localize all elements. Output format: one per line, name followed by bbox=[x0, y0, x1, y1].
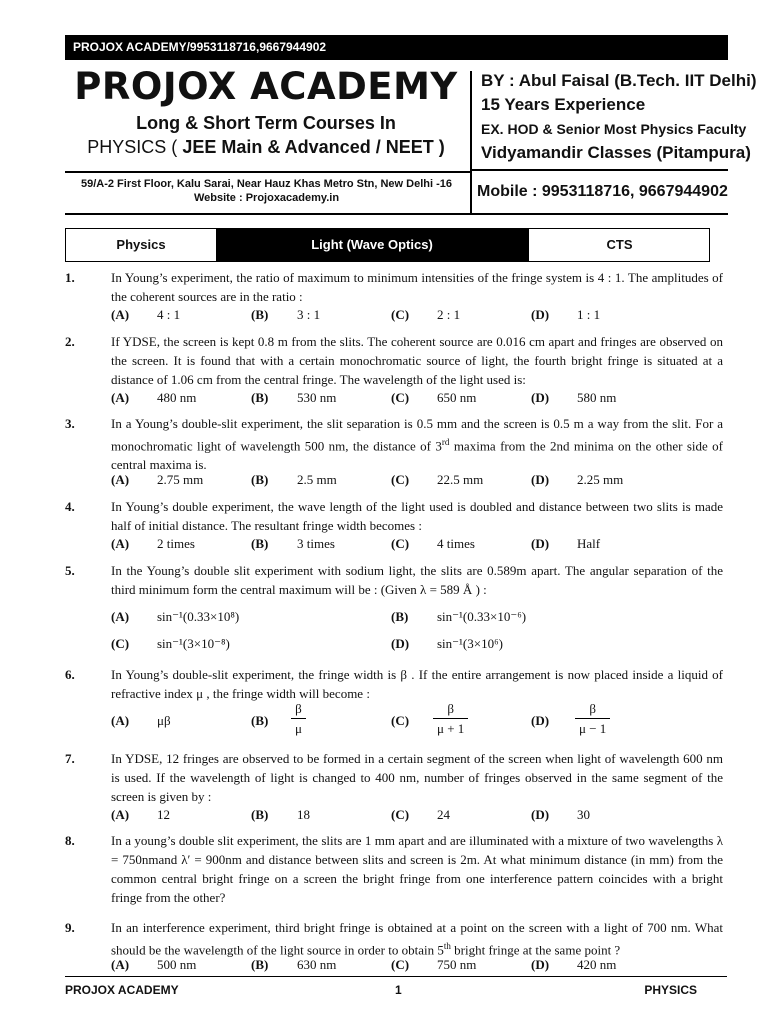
courses-subject: PHYSICS ( bbox=[87, 137, 183, 157]
option-label: (D) bbox=[531, 807, 550, 822]
website: Website : Projoxacademy.in bbox=[193, 192, 340, 204]
text-part: In an interference experiment, third bright fringe is obtained at a point on the screen with a light of 700 nm. What should be the wavelength of the light source in order to obtain 5 bbox=[111, 920, 723, 958]
option-label: (C) bbox=[391, 957, 410, 972]
option-value: 530 nm bbox=[297, 390, 337, 405]
option-label: (A) bbox=[111, 390, 130, 405]
option-value: 580 nm bbox=[577, 390, 617, 405]
option-value: 2 times bbox=[157, 536, 195, 551]
option-label: (A) bbox=[111, 472, 130, 487]
option-value: 4 times bbox=[437, 536, 475, 551]
page-footer bbox=[65, 976, 727, 997]
tab-subject: Physics bbox=[116, 237, 166, 252]
option-value: 500 nm bbox=[157, 957, 197, 972]
option-value: Half bbox=[577, 536, 601, 551]
question-text bbox=[111, 918, 723, 959]
faculty-info bbox=[481, 69, 757, 165]
option-value: 12 bbox=[157, 807, 170, 822]
option-label: (B) bbox=[251, 807, 269, 822]
question-number: 8. bbox=[65, 833, 75, 848]
option-label: (B) bbox=[251, 536, 269, 551]
header-left bbox=[65, 63, 467, 175]
question-text: In the Young’s double slit experiment with sodium light, the slits are 0.589m apart. The angular separation of the third minimum form the central maximum will be : (Given λ = 589 Å ) : bbox=[111, 563, 723, 597]
question-number: 7. bbox=[65, 751, 75, 766]
brand-title: PROJOX ACADEMY bbox=[74, 65, 458, 108]
question-number: 6. bbox=[65, 667, 75, 682]
options bbox=[111, 534, 723, 553]
question-text: In a young’s double slit experiment, the slits are 1 mm apart and are illuminated with a mixture of two wavelengths λ = 750nmand λ′ = 900nm and distance between slits and screen is 2m. At what minimum distance (in mm) from the common central bright fringe on a screen the bright fringe from one interference pattern coincides with a bright fringe from the other? bbox=[111, 833, 723, 905]
option-label: (D) bbox=[531, 713, 550, 728]
header-bottom-rule bbox=[65, 213, 728, 215]
question-number: 4. bbox=[65, 499, 75, 514]
option-label: (B) bbox=[251, 472, 269, 487]
question-number: 1. bbox=[65, 270, 75, 285]
address-block bbox=[65, 177, 468, 205]
options bbox=[111, 634, 723, 653]
question-number: 3. bbox=[65, 416, 75, 431]
header bbox=[65, 63, 757, 215]
mobile-numbers: Mobile : 9953118716, 9667944902 bbox=[477, 183, 728, 200]
text-part: In a Young’s double-slit experiment, the slit separation is 0.5 mm and the screen is 0.5 m a way from the slit. For a monochromatic light of wavelength 500 nm, the distance of 3 bbox=[111, 416, 723, 454]
option-value: 24 bbox=[437, 807, 450, 822]
option-label: (C) bbox=[391, 390, 410, 405]
option-value: 22.5 mm bbox=[437, 472, 484, 487]
address: 59/A-2 First Floor, Kalu Sarai, Near Hauz Khas Metro Stn, New Delhi -16 bbox=[80, 178, 453, 190]
option-label: (B) bbox=[251, 713, 269, 728]
option-value: 480 nm bbox=[157, 390, 197, 405]
option-value: 420 nm bbox=[577, 957, 617, 972]
option-label: (B) bbox=[251, 307, 269, 322]
option-label: (C) bbox=[111, 636, 130, 651]
institute-line: Vidyamandir Classes (Pitampura) bbox=[481, 143, 751, 162]
option-label: (C) bbox=[391, 307, 410, 322]
numerator: β bbox=[575, 699, 610, 719]
option-label: (B) bbox=[391, 609, 409, 624]
denominator: μ − 1 bbox=[579, 721, 607, 736]
fraction-d bbox=[575, 699, 610, 738]
option-value: 18 bbox=[297, 807, 310, 822]
option-value: 2 : 1 bbox=[437, 307, 461, 322]
denominator: μ + 1 bbox=[437, 721, 465, 736]
option-label: (A) bbox=[111, 807, 130, 822]
option-value: 750 nm bbox=[437, 957, 477, 972]
option-value: μβ bbox=[157, 713, 171, 728]
hod-line: EX. HOD & Senior Most Physics Faculty bbox=[481, 121, 747, 137]
fraction-c bbox=[433, 699, 468, 738]
faculty-name: BY : Abul Faisal (B.Tech. IIT Delhi) bbox=[481, 71, 757, 90]
option-label: (C) bbox=[391, 536, 410, 551]
option-label: (B) bbox=[251, 957, 269, 972]
footer-left: PROJOX ACADEMY bbox=[65, 983, 179, 997]
option-label: (D) bbox=[531, 390, 550, 405]
header-rule bbox=[65, 171, 470, 173]
question-number: 9. bbox=[65, 920, 75, 935]
option-label: (C) bbox=[391, 713, 410, 728]
options bbox=[111, 305, 723, 324]
text-part: maxima from the 2nd minima on the other side of central maxima is. bbox=[111, 438, 724, 473]
courses-line1: Long & Short Term Courses In bbox=[136, 113, 396, 133]
options bbox=[111, 607, 723, 626]
text-part: bright fringe at the same point ? bbox=[450, 942, 621, 958]
option-label: (D) bbox=[531, 307, 550, 322]
question-text: If YDSE, the screen is kept 0.8 m from the slits. The coherent source are 0.016 cm apart and fringes are observed on the screen. It is found that with a certain monochromatic source of light, the fourth bright fringe is situated at a distance of 1.06 cm from the central fringe. The wavelength of the light used is: bbox=[111, 334, 723, 387]
option-label: (A) bbox=[111, 536, 130, 551]
options bbox=[111, 805, 723, 824]
option-label: (B) bbox=[251, 390, 269, 405]
option-value: sin⁻¹(0.33×10⁸) bbox=[157, 609, 240, 624]
option-label: (D) bbox=[531, 472, 550, 487]
fraction-b bbox=[291, 699, 306, 738]
question-number: 2. bbox=[65, 334, 75, 349]
option-label: (D) bbox=[531, 536, 550, 551]
option-label: (A) bbox=[111, 609, 130, 624]
option-label: (A) bbox=[111, 713, 130, 728]
option-value: sin⁻¹(3×10⁻⁸) bbox=[157, 636, 230, 651]
topic-bar bbox=[65, 228, 710, 262]
option-value: 630 nm bbox=[297, 957, 337, 972]
tab-cts: CTS bbox=[528, 229, 710, 261]
question-text: In Young’s experiment, the ratio of maximum to minimum intensities of the fringe system is 4 : 1. The amplitudes of the coherent sources are in the ratio : bbox=[111, 270, 723, 304]
options bbox=[111, 955, 723, 974]
option-value: sin⁻¹(0.33×10⁻⁶) bbox=[437, 609, 527, 624]
superscript: rd bbox=[441, 437, 450, 447]
option-label: (D) bbox=[531, 957, 550, 972]
option-label: (A) bbox=[111, 957, 130, 972]
option-value: 30 bbox=[577, 807, 590, 822]
option-value: 3 times bbox=[297, 536, 335, 551]
option-label: (A) bbox=[111, 307, 130, 322]
courses-exams: JEE Main & Advanced / NEET ) bbox=[182, 137, 445, 157]
courses-line2 bbox=[65, 137, 467, 158]
denominator: μ bbox=[295, 721, 302, 736]
options bbox=[111, 701, 723, 736]
footer-right: PHYSICS bbox=[644, 983, 697, 997]
question-text bbox=[111, 414, 723, 474]
numerator: β bbox=[433, 699, 468, 719]
tab-topic: Light (Wave Optics) bbox=[216, 229, 528, 261]
question-text: In Young’s double experiment, the wave length of the light used is doubled and distance between two slits is made half of initial distance. The resultant fringe width becomes : bbox=[111, 499, 723, 533]
numerator: β bbox=[291, 699, 306, 719]
top-banner: PROJOX ACADEMY/9953118716,9667944902 bbox=[65, 35, 728, 60]
question-text: In YDSE, 12 fringes are observed to be formed in a certain segment of the screen when light of wavelength 600 nm is used. If the wavelength of light is changed to 400 nm, number of fringes observed in the same segment of the screen is given by : bbox=[111, 751, 723, 804]
option-value: 2.25 mm bbox=[577, 472, 624, 487]
option-value: 650 nm bbox=[437, 390, 477, 405]
option-label: (C) bbox=[391, 472, 410, 487]
option-value: sin⁻¹(3×10⁶) bbox=[437, 636, 503, 651]
superscript: th bbox=[443, 941, 451, 951]
option-value: 2.75 mm bbox=[157, 472, 204, 487]
option-value: 4 : 1 bbox=[157, 307, 181, 322]
options bbox=[111, 470, 723, 489]
option-value: 1 : 1 bbox=[577, 307, 601, 322]
page-number: 1 bbox=[395, 983, 402, 997]
experience: 15 Years Experience bbox=[481, 95, 646, 114]
option-value: 3 : 1 bbox=[297, 307, 321, 322]
option-label: (C) bbox=[391, 807, 410, 822]
header-divider bbox=[470, 71, 472, 213]
options bbox=[111, 388, 723, 407]
option-label: (D) bbox=[391, 636, 410, 651]
option-value: 2.5 mm bbox=[297, 472, 337, 487]
question-text: In Young’s double-slit experiment, the fringe width is β . If the entire arrangement is now placed inside a liquid of refractive index μ , the fringe width will become : bbox=[111, 667, 723, 701]
question-number: 5. bbox=[65, 563, 75, 578]
header-rule-right bbox=[470, 169, 728, 171]
